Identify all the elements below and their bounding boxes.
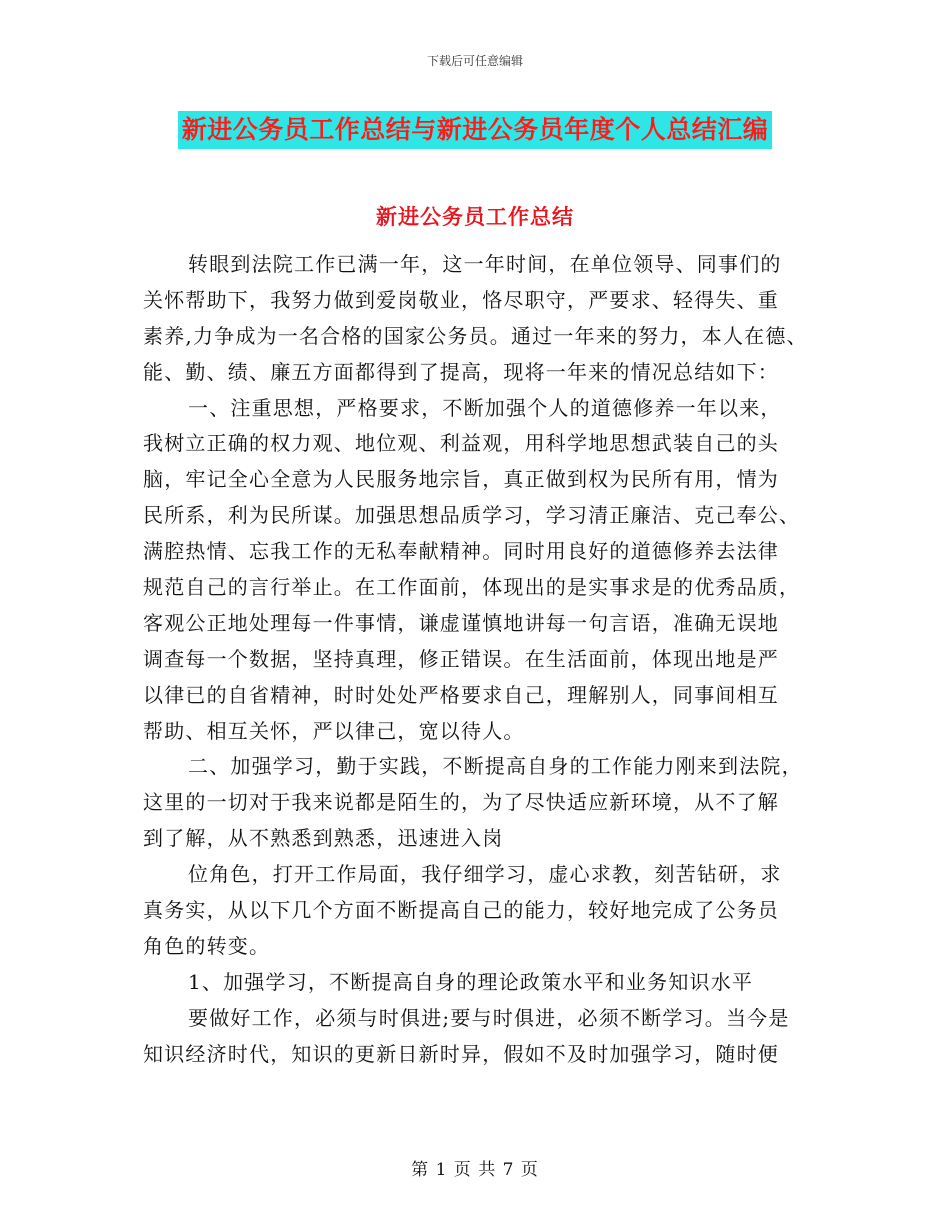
text-line: 素养,力争成为一名合格的国家公务员。通过一年来的努力，本人在德、 <box>143 323 808 348</box>
text-line: 要做好工作，必须与时俱进;要与时俱进，必须不断学习。当今是 <box>188 1005 790 1030</box>
text-line: 这里的一切对于我来说都是陌生的，为了尽快适应新环境，从不了解 <box>143 790 779 815</box>
text-line: 客观公正地处理每一件事情，谦虚谨慎地讲每一句言语，准确无误地 <box>143 610 779 635</box>
text-line: 关怀帮助下，我努力做到爱岗敬业，恪尽职守，严要求、轻得失、重 <box>143 287 779 312</box>
main-title: 新进公务员工作总结与新进公务员年度个人总结汇编 <box>178 111 773 149</box>
text-line: 1、加强学习，不断提高自身的理论政策水平和业务知识水平 <box>188 969 754 994</box>
section-title: 新进公务员工作总结 <box>376 205 574 229</box>
text-line: 角色的转变。 <box>143 933 271 958</box>
text-line: 到了解，从不熟悉到熟悉，迅速进入岗 <box>143 826 504 851</box>
text-line: 帮助、相互关怀，严以律己，宽以待人。 <box>143 718 525 743</box>
text-line: 位角色，打开工作局面，我仔细学习，虚心求教，刻苦钻研，求 <box>188 862 782 887</box>
text-line: 知识经济时代，知识的更新日新时异，假如不及时加强学习，随时便 <box>143 1041 779 1066</box>
text-line: 转眼到法院工作已满一年，这一年时间，在单位领导、同事们的 <box>188 252 782 276</box>
body-text <box>143 247 823 1072</box>
text-line: 以律已的自省精神，时时处处严格要求自己，理解别人，同事间相互 <box>143 682 779 707</box>
text-line: 真务实，从以下几个方面不断提高自己的能力，较好地完成了公务员 <box>143 898 779 923</box>
text-line: 民所系，利为民所谋。加强思想品质学习，学习清正廉洁、克己奉公、 <box>143 503 801 528</box>
text-line: 调查每一个数据，坚持真理，修正错误。在生活面前，体现出地是严 <box>143 646 779 671</box>
text-line: 一、注重思想，严格要求，不断加强个人的道德修养一年以来， <box>188 395 782 420</box>
text-line: 我树立正确的权力观、地位观、利益观，用科学地思想武装自己的头 <box>143 431 779 456</box>
header-note: 下载后可任意编辑 <box>426 54 523 68</box>
text-line: 能、勤、绩、廉五方面都得到了提高，现将一年来的情况总结如下： <box>143 359 779 384</box>
text-line: 规范自己的言行举止。在工作面前，体现出的是实事求是的优秀品质， <box>143 575 801 600</box>
text-line: 满腔热情、忘我工作的无私奉献精神。同时用良好的道德修养去法律 <box>143 539 779 564</box>
main-title-container <box>0 111 950 149</box>
text-line: 二、加强学习，勤于实践，不断提高自身的工作能力刚来到法院， <box>188 754 803 779</box>
text-line: 脑，牢记全心全意为人民服务地宗旨，真正做到权为民所有用，情为 <box>143 467 779 492</box>
page-footer: 第 1 页 共 7 页 <box>411 1160 539 1180</box>
